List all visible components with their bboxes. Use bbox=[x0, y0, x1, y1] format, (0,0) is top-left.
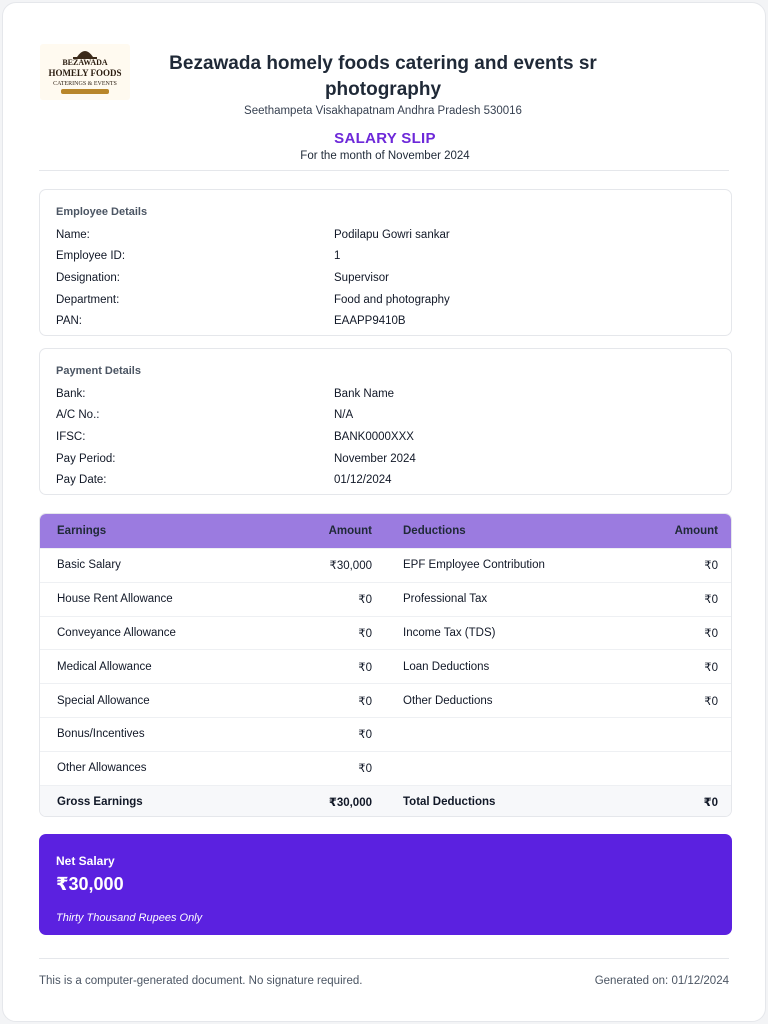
employee-name-label: Name: bbox=[56, 228, 90, 241]
generated-date: Generated on: 01/12/2024 bbox=[594, 975, 729, 987]
earning-label: Basic Salary bbox=[57, 559, 121, 572]
footer-note: This is a computer-generated document. No signature required. bbox=[39, 975, 363, 987]
earnings-amount-header: Amount bbox=[328, 525, 372, 537]
company-header bbox=[133, 51, 633, 117]
salary-slip-page bbox=[2, 2, 766, 1022]
earnings-header: Earnings bbox=[57, 525, 107, 537]
earning-amount: ₹0 bbox=[358, 627, 372, 640]
table-row bbox=[40, 548, 731, 582]
net-salary-label: Net Salary bbox=[56, 854, 115, 868]
totals-row bbox=[40, 785, 731, 817]
earning-amount: ₹0 bbox=[358, 594, 372, 607]
department-value: Food and photography bbox=[334, 293, 450, 306]
slip-title: SALARY SLIP bbox=[334, 130, 436, 147]
designation-label: Designation: bbox=[56, 271, 120, 284]
header-divider bbox=[39, 170, 729, 171]
table-row bbox=[40, 683, 731, 717]
account-label: A/C No.: bbox=[56, 409, 100, 422]
payment-details-title: Payment Details bbox=[56, 365, 141, 377]
employee-id-label: Employee ID: bbox=[56, 250, 126, 263]
payment-row bbox=[56, 405, 715, 427]
net-salary-amount: ₹30,000 bbox=[56, 874, 124, 894]
deduction-amount: ₹0 bbox=[704, 560, 718, 573]
earning-amount: ₹0 bbox=[358, 729, 372, 742]
employee-row bbox=[56, 289, 715, 311]
earning-label: House Rent Allowance bbox=[57, 593, 173, 606]
department-label: Department: bbox=[56, 293, 120, 306]
table-row bbox=[40, 649, 731, 683]
footer bbox=[39, 975, 729, 987]
net-salary-words: Thirty Thousand Rupees Only bbox=[56, 912, 203, 924]
company-address: Seethampeta Visakhapatnam Andhra Pradesh 530016 bbox=[244, 105, 522, 117]
deduction-label: Professional Tax bbox=[403, 593, 488, 606]
pan-value: EAAPP9410B bbox=[334, 315, 406, 328]
deduction-amount: ₹0 bbox=[704, 627, 718, 640]
logo-line-2: HOMELY FOODS bbox=[48, 68, 122, 78]
earning-label: Medical Allowance bbox=[57, 660, 152, 673]
employee-details-card bbox=[39, 189, 732, 336]
earning-amount: ₹30,000 bbox=[329, 560, 372, 573]
employee-id-value: 1 bbox=[334, 250, 341, 263]
employee-row bbox=[56, 224, 715, 246]
payment-row bbox=[56, 469, 715, 491]
payment-row bbox=[56, 448, 715, 470]
employee-row bbox=[56, 246, 715, 268]
deductions-header: Deductions bbox=[403, 525, 466, 537]
bank-label: Bank: bbox=[56, 387, 86, 400]
deduction-label: EPF Employee Contribution bbox=[403, 559, 545, 572]
net-salary-box bbox=[39, 834, 732, 935]
deduction-amount: ₹0 bbox=[704, 661, 718, 674]
pay-period-label: Pay Period: bbox=[56, 452, 116, 465]
earning-label: Special Allowance bbox=[57, 694, 150, 707]
earning-amount: ₹0 bbox=[358, 661, 372, 674]
payment-details-card bbox=[39, 348, 732, 495]
logo-line-3: CATERINGS & EVENTS bbox=[53, 81, 117, 87]
deduction-amount: ₹0 bbox=[704, 695, 718, 708]
deductions-amount-header: Amount bbox=[674, 525, 718, 537]
table-row bbox=[40, 616, 731, 650]
earnings-deductions-table bbox=[39, 513, 732, 817]
deduction-label: Income Tax (TDS) bbox=[403, 626, 496, 639]
pan-label: PAN: bbox=[56, 315, 82, 328]
employee-name-value: Podilapu Gowri sankar bbox=[334, 228, 450, 241]
designation-value: Supervisor bbox=[334, 271, 389, 284]
company-logo bbox=[39, 43, 131, 101]
gross-earnings-label: Gross Earnings bbox=[57, 795, 143, 808]
earning-label: Bonus/Incentives bbox=[57, 728, 145, 741]
table-header bbox=[40, 514, 731, 548]
total-deductions-label: Total Deductions bbox=[403, 795, 496, 808]
deduction-label: Loan Deductions bbox=[403, 660, 490, 673]
earning-label: Conveyance Allowance bbox=[57, 626, 176, 639]
earning-amount: ₹0 bbox=[358, 695, 372, 708]
pay-date-value: 01/12/2024 bbox=[334, 474, 392, 487]
payment-row bbox=[56, 426, 715, 448]
employee-row bbox=[56, 310, 715, 332]
footer-divider bbox=[39, 958, 729, 959]
table-row bbox=[40, 717, 731, 751]
employee-row bbox=[56, 267, 715, 289]
earning-amount: ₹0 bbox=[358, 763, 372, 776]
pay-date-label: Pay Date: bbox=[56, 474, 107, 487]
deduction-amount: ₹0 bbox=[704, 594, 718, 607]
gross-earnings-value: ₹30,000 bbox=[328, 796, 372, 809]
account-value: N/A bbox=[334, 409, 354, 422]
ifsc-label: IFSC: bbox=[56, 430, 86, 443]
employee-details-title: Employee Details bbox=[56, 206, 148, 218]
ifsc-value: BANK0000XXX bbox=[334, 430, 414, 443]
logo-image bbox=[39, 43, 131, 101]
payment-row bbox=[56, 383, 715, 405]
total-deductions-value: ₹0 bbox=[703, 796, 718, 809]
bank-value: Bank Name bbox=[334, 387, 395, 400]
deduction-label: Other Deductions bbox=[403, 694, 493, 707]
table-row bbox=[40, 582, 731, 616]
pay-period-value: November 2024 bbox=[334, 452, 416, 465]
earning-label: Other Allowances bbox=[57, 762, 147, 775]
logo-line-1: BEZAWADA bbox=[62, 58, 108, 67]
company-name: Bezawada homely foods catering and events sr photography bbox=[169, 53, 597, 100]
table-row bbox=[40, 751, 731, 785]
slip-month: For the month of November 2024 bbox=[300, 150, 470, 162]
